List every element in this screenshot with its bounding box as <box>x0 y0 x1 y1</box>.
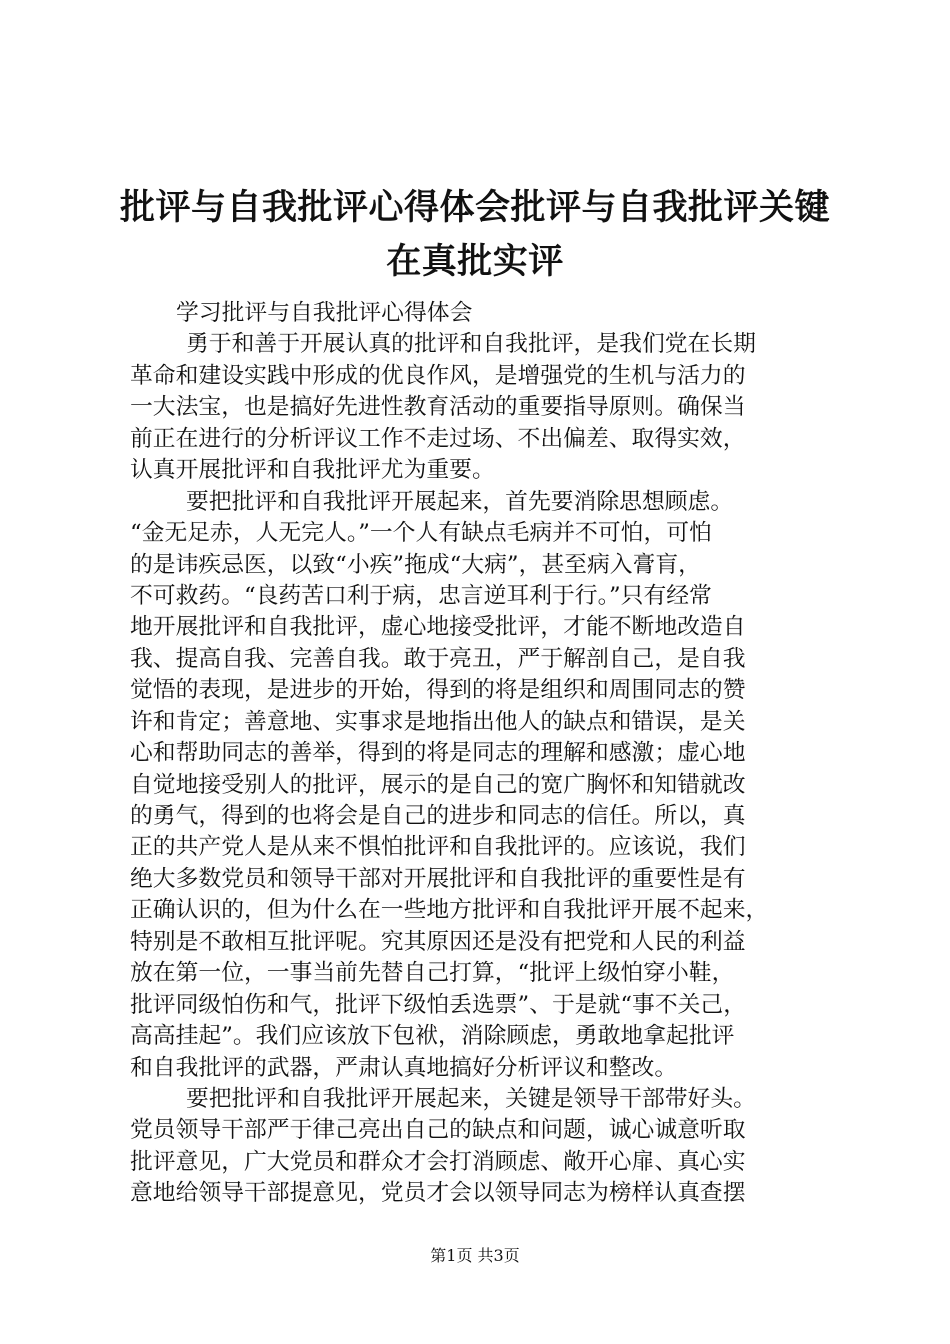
paragraph-line: 不可救药。“良药苦口利于病，忠言逆耳利于行。”只有经常 <box>130 582 712 609</box>
paragraph-line: 自觉地接受别人的批评，展示的是自己的宽广胸怀和知错就改 <box>130 771 746 798</box>
paragraph-line: 我、提高自我、完善自我。敢于亮丑，严于解剖自己，是自我 <box>130 645 746 672</box>
paragraph-line: 的勇气，得到的也将会是自己的进步和同志的信任。所以，真 <box>130 803 746 829</box>
paragraph-line: 心和帮助同志的善举，得到的将是同志的理解和感激；虚心地 <box>130 740 746 767</box>
paragraph-line: 意地给领导干部提意见，党员才会以领导同志为榜样认真查摆 <box>130 1180 746 1207</box>
paragraph-line: 前正在进行的分析评议工作不走过场、不出偏差、取得实效， <box>130 425 746 452</box>
paragraph-line: 批评同级怕伤和气，批评下级怕丢选票”、于是就“事不关己， <box>130 991 747 1018</box>
paragraph-line: 的是讳疾忌医，以致“小疾”拖成“大病”，甚至病入膏肓， <box>130 551 701 578</box>
paragraph-line: 绝大多数党员和领导干部对开展批评和自我批评的重要性是有 <box>130 865 746 892</box>
paragraph-line: 党员领导干部严于律己亮出自己的缺点和问题，诚心诚意听取 <box>130 1117 746 1144</box>
paragraph-line: 正的共产党人是从来不惧怕批评和自我批评的。应该说，我们 <box>130 834 746 861</box>
document-body <box>130 298 830 1210</box>
paragraph-line: 许和肯定；善意地、实事求是地指出他人的缺点和错误，是关 <box>130 708 746 735</box>
paragraph-line: 地开展批评和自我批评，虚心地接受批评，才能不断地改造自 <box>130 614 746 641</box>
paragraph-line: 一大法宝，也是搞好先进性教育活动的重要指导原则。确保当 <box>130 394 746 421</box>
paragraph-line: 勇于和善于开展认真的批评和自我批评，是我们党在长期 <box>186 331 756 358</box>
paragraph-line: 要把批评和自我批评开展起来，首先要消除思想顾虑。 <box>186 488 734 515</box>
paragraph-line: 特别是不敢相互批评呢。究其原因还是没有把党和人民的利益 <box>130 928 746 955</box>
paragraph-line: “金无足赤，人无完人。”一个人有缺点毛病并不可怕，可怕 <box>130 520 712 547</box>
paragraph-line: 高高挂起”。我们应该放下包袱，消除顾虑，勇敢地拿起批评 <box>130 1023 735 1050</box>
subtitle-line: 学习批评与自我批评心得体会 <box>176 300 473 326</box>
paragraph-line: 要把批评和自我批评开展起来，关键是领导干部带好头。 <box>186 1085 756 1112</box>
paragraph-line: 觉悟的表现，是进步的开始，得到的将是组织和周围同志的赞 <box>130 677 746 704</box>
document-title-line-2: 在真批实评 <box>386 241 564 282</box>
paragraph-line: 放在第一位，一事当前先替自己打算，“批评上级怕穿小鞋， <box>130 960 735 987</box>
paragraph-line: 和自我批评的武器，严肃认真地搞好分析评议和整改。 <box>130 1054 678 1081</box>
paragraph-line: 正确认识的，但为什么在一些地方批评和自我批评开展不起来， <box>130 897 769 924</box>
page-number-footer: 第1页 共3页 <box>430 1246 520 1265</box>
paragraph-line: 认真开展批评和自我批评尤为重要。 <box>130 457 495 484</box>
paragraph-line: 革命和建设实践中形成的优良作风，是增强党的生机与活力的 <box>130 362 746 389</box>
document-title-line-1: 批评与自我批评心得体会批评与自我批评关键 <box>119 187 830 228</box>
paragraph-line: 批评意见，广大党员和群众才会打消顾虑、敞开心扉、真心实 <box>130 1148 746 1175</box>
